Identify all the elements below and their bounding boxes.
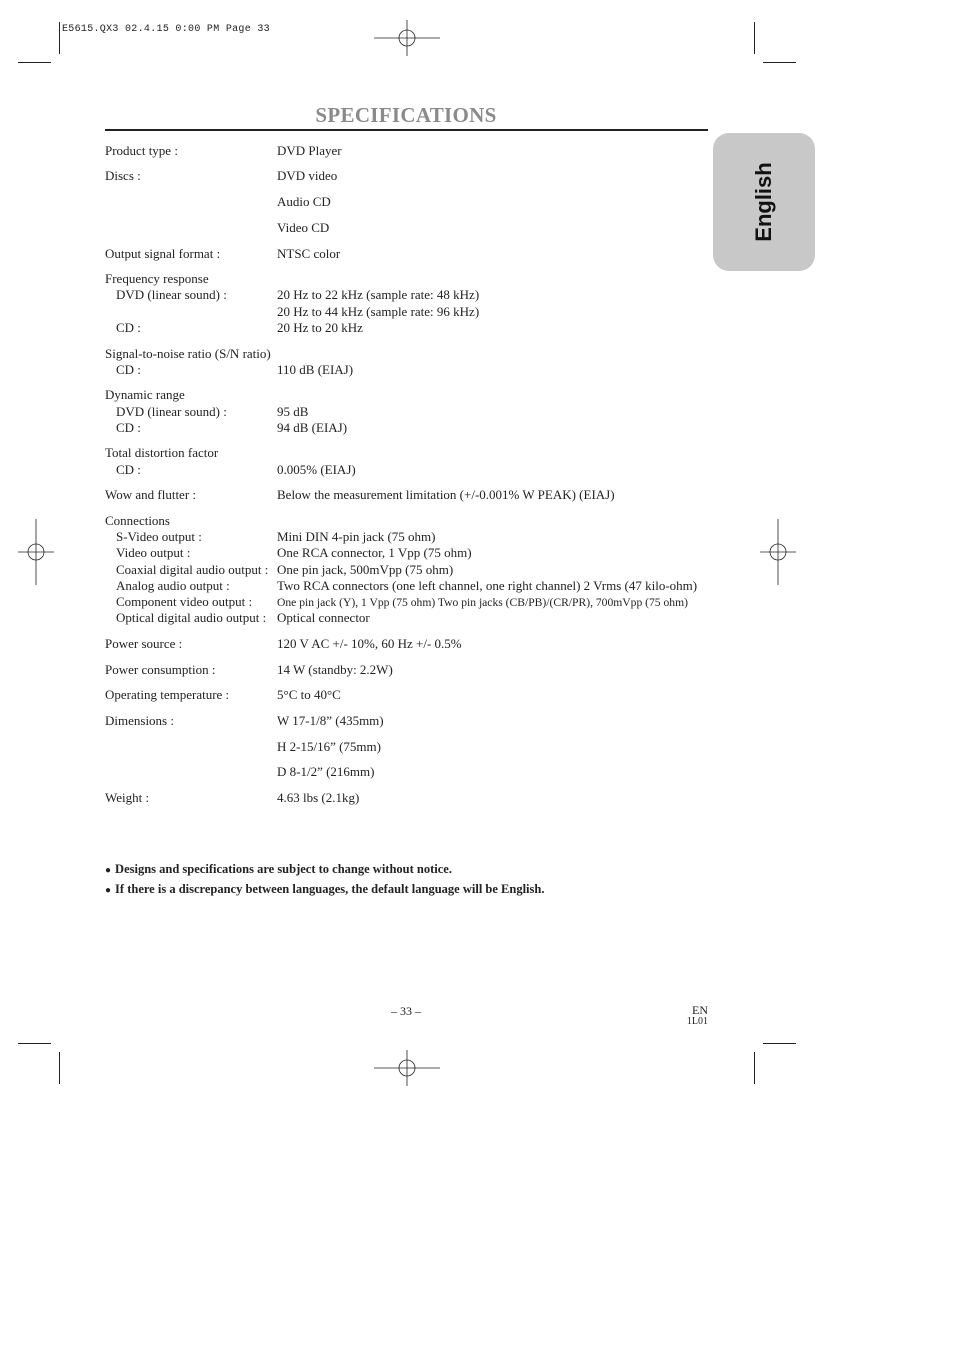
registration-mark-right [760, 519, 796, 585]
spec-value-output-signal: NTSC color [277, 246, 341, 261]
bullet-icon: ● [105, 885, 112, 896]
note-item [105, 882, 544, 897]
spec-value-frequency-dvd: 20 Hz to 22 kHz (sample rate: 48 kHz) [277, 287, 480, 302]
spec-value-disc: Video CD [277, 220, 330, 235]
registration-mark-left [18, 519, 54, 585]
file-info-header: E5615.QX3 02.4.15 0:00 PM Page 33 [62, 24, 270, 35]
spec-value-distortion-cd: 0.005% (EIAJ) [277, 462, 356, 477]
spec-sublabel-component: Component video output : [116, 594, 253, 609]
spec-label-connections: Connections [105, 513, 170, 528]
spec-value-svideo: Mini DIN 4-pin jack (75 ohm) [277, 529, 436, 544]
note-text: If there is a discrepancy between languages, the default language will be English. [115, 882, 545, 896]
spec-sublabel-cd: CD : [116, 320, 141, 335]
spec-value-frequency-dvd: 20 Hz to 44 kHz (sample rate: 96 kHz) [277, 304, 480, 319]
spec-label-wow-flutter: Wow and flutter : [105, 487, 197, 502]
spec-label-output-signal: Output signal format : [105, 246, 221, 261]
page-title: SPECIFICATIONS [315, 103, 497, 127]
spec-value-disc: Audio CD [277, 194, 331, 209]
language-tab-label: English [751, 162, 776, 242]
spec-value-dynamic-dvd: 95 dB [277, 404, 309, 419]
spec-sublabel-cd: CD : [116, 462, 141, 477]
spec-sublabel-cd: CD : [116, 420, 141, 435]
note-item [105, 862, 452, 877]
registration-mark-top [374, 20, 440, 56]
spec-value-snr-cd: 110 dB (EIAJ) [277, 362, 354, 377]
spec-label-distortion: Total distortion factor [105, 445, 219, 460]
spec-value-dimension: D 8-1/2” (216mm) [277, 764, 375, 779]
spec-label-power-consumption: Power consumption : [105, 662, 216, 677]
spec-sublabel-dvd: DVD (linear sound) : [116, 287, 227, 302]
spec-label-dimensions: Dimensions : [105, 713, 174, 728]
spec-label-product-type: Product type : [105, 143, 178, 158]
spec-sublabel-analog: Analog audio output : [116, 578, 230, 593]
spec-value-disc: DVD video [277, 168, 338, 183]
spec-label-dynamic-range: Dynamic range [105, 387, 185, 402]
spec-sublabel-cd: CD : [116, 362, 141, 377]
spec-sublabel-optical: Optical digital audio output : [116, 610, 267, 625]
spec-value-weight: 4.63 lbs (2.1kg) [277, 790, 360, 805]
spec-value-product-type: DVD Player [277, 143, 342, 158]
title-rule [105, 129, 708, 131]
spec-label-weight: Weight : [105, 790, 150, 805]
spec-value-component: One pin jack (Y), 1 Vpp (75 ohm) Two pin jacks (CB/PB)/(CR/PR), 700mVpp (75 ohm) [277, 596, 688, 609]
language-code: EN [692, 1003, 708, 1017]
spec-value-dimension: H 2-15/16” (75mm) [277, 739, 381, 754]
bullet-icon: ● [105, 865, 112, 876]
spec-label-operating-temp: Operating temperature : [105, 687, 230, 702]
spec-label-frequency: Frequency response [105, 271, 209, 286]
spec-value-analog: Two RCA connectors (one left channel, one right channel) 2 Vrms (47 kilo-ohm) [277, 578, 698, 593]
language-tab [713, 133, 815, 271]
spec-sublabel-video: Video output : [116, 545, 191, 560]
spec-sublabel-svideo: S-Video output : [116, 529, 202, 544]
registration-mark-bottom [374, 1050, 440, 1086]
spec-sublabel-dvd: DVD (linear sound) : [116, 404, 227, 419]
spec-value-power-source: 120 V AC +/- 10%, 60 Hz +/- 0.5% [277, 636, 462, 651]
spec-value-coaxial: One pin jack, 500mVpp (75 ohm) [277, 562, 454, 577]
spec-label-snr: Signal-to-noise ratio (S/N ratio) [105, 346, 271, 361]
page-number: – 33 – [391, 1004, 421, 1018]
spec-value-dynamic-cd: 94 dB (EIAJ) [277, 420, 348, 435]
spec-value-optical: Optical connector [277, 610, 370, 625]
spec-value-video: One RCA connector, 1 Vpp (75 ohm) [277, 545, 472, 560]
spec-value-wow-flutter: Below the measurement limitation (+/-0.001% W PEAK) (EIAJ) [277, 487, 615, 502]
spec-value-frequency-cd: 20 Hz to 20 kHz [277, 320, 363, 335]
spec-value-operating-temp: 5°C to 40°C [277, 687, 341, 702]
spec-value-dimension: W 17-1/8” (435mm) [277, 713, 384, 728]
spec-value-power-consumption: 14 W (standby: 2.2W) [277, 662, 393, 677]
spec-sublabel-coaxial: Coaxial digital audio output : [116, 562, 269, 577]
document-code: 1L01 [686, 1016, 708, 1027]
spec-label-discs: Discs : [105, 168, 141, 183]
spec-label-power-source: Power source : [105, 636, 183, 651]
note-text: Designs and specifications are subject to change without notice. [115, 862, 452, 876]
